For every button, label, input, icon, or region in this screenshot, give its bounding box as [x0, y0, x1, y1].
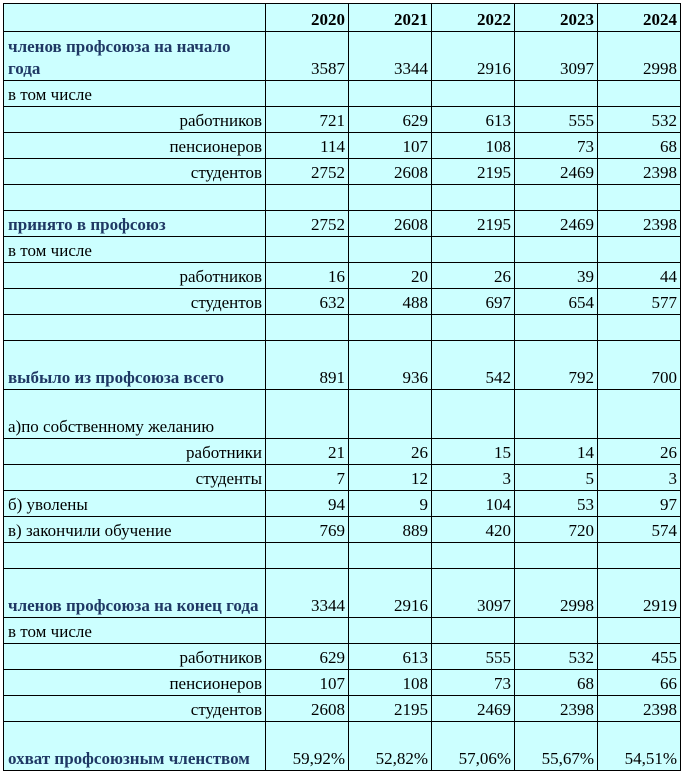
- cell-value: 792: [515, 341, 598, 390]
- cell-value: 3587: [266, 32, 349, 81]
- cell-value: 3344: [349, 32, 432, 81]
- cell-value: 21: [266, 439, 349, 465]
- cell-value: 107: [266, 670, 349, 696]
- cell-value: [349, 237, 432, 263]
- cell-value: 2608: [266, 696, 349, 722]
- cell-value: 108: [432, 133, 515, 159]
- cell-value: 574: [598, 517, 681, 543]
- table-row: [4, 81, 681, 107]
- cell-value: 2398: [515, 696, 598, 722]
- cell-value: 555: [515, 107, 598, 133]
- cell-value: [432, 237, 515, 263]
- table-row: [4, 107, 681, 133]
- cell-value: 769: [266, 517, 349, 543]
- cell-value: [349, 390, 432, 439]
- table-row: [4, 289, 681, 315]
- row-label: членов профсоюза на конец года: [4, 569, 266, 618]
- table-row: [4, 465, 681, 491]
- row-label: студентов: [4, 696, 266, 722]
- cell-value: 15: [432, 439, 515, 465]
- cell-value: 542: [432, 341, 515, 390]
- cell-value: 68: [598, 133, 681, 159]
- cell-value: 57,06%: [432, 722, 515, 771]
- year-header: 2024: [598, 4, 681, 32]
- row-label: выбыло из профсоюза всего: [4, 341, 266, 390]
- cell-value: 532: [598, 107, 681, 133]
- cell-value: [432, 81, 515, 107]
- cell-value: 52,82%: [349, 722, 432, 771]
- cell-value: 2469: [515, 159, 598, 185]
- row-label: работников: [4, 263, 266, 289]
- cell-value: [349, 81, 432, 107]
- cell-value: 889: [349, 517, 432, 543]
- cell-value: 2919: [598, 569, 681, 618]
- table-row: [4, 237, 681, 263]
- row-label: б) уволены: [4, 491, 266, 517]
- cell-value: 97: [598, 491, 681, 517]
- cell-value: [432, 390, 515, 439]
- cell-value: 654: [515, 289, 598, 315]
- table-row: [4, 263, 681, 289]
- cell-value: [266, 618, 349, 644]
- table-row: [4, 211, 681, 237]
- table-row: [4, 390, 681, 439]
- empty-cell: [349, 185, 432, 211]
- cell-value: 2469: [432, 696, 515, 722]
- empty-cell: [515, 543, 598, 569]
- empty-cell: [598, 315, 681, 341]
- spacer-row: [4, 315, 681, 341]
- spacer-row: [4, 543, 681, 569]
- table-row: [4, 32, 681, 81]
- cell-value: 629: [266, 644, 349, 670]
- cell-value: 488: [349, 289, 432, 315]
- cell-value: 39: [515, 263, 598, 289]
- cell-value: 700: [598, 341, 681, 390]
- cell-value: 94: [266, 491, 349, 517]
- cell-value: 720: [515, 517, 598, 543]
- row-label: в том числе: [4, 237, 266, 263]
- cell-value: 420: [432, 517, 515, 543]
- cell-value: 613: [432, 107, 515, 133]
- empty-cell: [266, 185, 349, 211]
- cell-value: 632: [266, 289, 349, 315]
- cell-value: 936: [349, 341, 432, 390]
- cell-value: 114: [266, 133, 349, 159]
- cell-value: 3097: [432, 569, 515, 618]
- cell-value: [266, 237, 349, 263]
- cell-value: 2752: [266, 159, 349, 185]
- row-label: охват профсоюзным членством: [4, 722, 266, 771]
- cell-value: [598, 237, 681, 263]
- empty-cell: [432, 543, 515, 569]
- cell-value: 108: [349, 670, 432, 696]
- empty-cell: [598, 543, 681, 569]
- cell-value: 2195: [432, 159, 515, 185]
- cell-value: 2398: [598, 211, 681, 237]
- cell-value: 555: [432, 644, 515, 670]
- cell-value: [598, 81, 681, 107]
- cell-value: 59,92%: [266, 722, 349, 771]
- table-row: [4, 644, 681, 670]
- table-row: [4, 696, 681, 722]
- cell-value: 7: [266, 465, 349, 491]
- row-label: студентов: [4, 289, 266, 315]
- cell-value: 5: [515, 465, 598, 491]
- cell-value: 2916: [349, 569, 432, 618]
- cell-value: 55,67%: [515, 722, 598, 771]
- table-row: [4, 491, 681, 517]
- year-header: 2021: [349, 4, 432, 32]
- cell-value: 73: [515, 133, 598, 159]
- cell-value: 14: [515, 439, 598, 465]
- cell-value: [515, 390, 598, 439]
- year-header: 2020: [266, 4, 349, 32]
- row-label: принято в профсоюз: [4, 211, 266, 237]
- cell-value: 66: [598, 670, 681, 696]
- empty-cell: [266, 543, 349, 569]
- empty-cell: [515, 185, 598, 211]
- table-row: [4, 722, 681, 771]
- cell-value: 54,51%: [598, 722, 681, 771]
- year-header: 2023: [515, 4, 598, 32]
- cell-value: 2608: [349, 211, 432, 237]
- row-label: пенсионеров: [4, 670, 266, 696]
- row-label: работников: [4, 107, 266, 133]
- cell-value: 44: [598, 263, 681, 289]
- header-corner: [4, 4, 266, 32]
- cell-value: 2195: [432, 211, 515, 237]
- header-row: [4, 4, 681, 32]
- cell-value: 2195: [349, 696, 432, 722]
- empty-cell: [515, 315, 598, 341]
- cell-value: 613: [349, 644, 432, 670]
- cell-value: 26: [432, 263, 515, 289]
- empty-cell: [432, 185, 515, 211]
- cell-value: 9: [349, 491, 432, 517]
- empty-cell: [4, 185, 266, 211]
- cell-value: [515, 81, 598, 107]
- table-row: [4, 439, 681, 465]
- cell-value: 532: [515, 644, 598, 670]
- table-row: [4, 341, 681, 390]
- cell-value: 2608: [349, 159, 432, 185]
- cell-value: 2398: [598, 159, 681, 185]
- cell-value: 891: [266, 341, 349, 390]
- row-label: студенты: [4, 465, 266, 491]
- table-row: [4, 159, 681, 185]
- cell-value: [432, 618, 515, 644]
- row-label: пенсионеров: [4, 133, 266, 159]
- row-label: работники: [4, 439, 266, 465]
- cell-value: 2998: [515, 569, 598, 618]
- empty-cell: [4, 315, 266, 341]
- row-label: в) закончили обучение: [4, 517, 266, 543]
- cell-value: 107: [349, 133, 432, 159]
- row-label: членов профсоюза на начало года: [4, 32, 266, 81]
- cell-value: [598, 618, 681, 644]
- cell-value: [266, 390, 349, 439]
- cell-value: 3097: [515, 32, 598, 81]
- empty-cell: [4, 543, 266, 569]
- table-row: [4, 670, 681, 696]
- cell-value: 2752: [266, 211, 349, 237]
- table-row: [4, 618, 681, 644]
- row-label: работников: [4, 644, 266, 670]
- cell-value: 2469: [515, 211, 598, 237]
- cell-value: 20: [349, 263, 432, 289]
- cell-value: 2998: [598, 32, 681, 81]
- cell-value: 12: [349, 465, 432, 491]
- cell-value: 629: [349, 107, 432, 133]
- cell-value: 53: [515, 491, 598, 517]
- cell-value: 455: [598, 644, 681, 670]
- cell-value: 16: [266, 263, 349, 289]
- cell-value: 2398: [598, 696, 681, 722]
- table-row: [4, 133, 681, 159]
- cell-value: 721: [266, 107, 349, 133]
- cell-value: [515, 237, 598, 263]
- membership-table: [3, 3, 681, 771]
- cell-value: 2916: [432, 32, 515, 81]
- row-label: в том числе: [4, 618, 266, 644]
- empty-cell: [266, 315, 349, 341]
- empty-cell: [349, 315, 432, 341]
- cell-value: 73: [432, 670, 515, 696]
- cell-value: [349, 618, 432, 644]
- cell-value: 577: [598, 289, 681, 315]
- cell-value: 697: [432, 289, 515, 315]
- row-label: студентов: [4, 159, 266, 185]
- cell-value: [266, 81, 349, 107]
- cell-value: 3344: [266, 569, 349, 618]
- table-row: [4, 517, 681, 543]
- spacer-row: [4, 185, 681, 211]
- table-row: [4, 569, 681, 618]
- empty-cell: [598, 185, 681, 211]
- cell-value: 68: [515, 670, 598, 696]
- cell-value: 26: [598, 439, 681, 465]
- cell-value: [598, 390, 681, 439]
- row-label: а)по собственному желанию: [4, 390, 266, 439]
- cell-value: [515, 618, 598, 644]
- empty-cell: [432, 315, 515, 341]
- row-label: в том числе: [4, 81, 266, 107]
- cell-value: 3: [598, 465, 681, 491]
- empty-cell: [349, 543, 432, 569]
- cell-value: 104: [432, 491, 515, 517]
- year-header: 2022: [432, 4, 515, 32]
- cell-value: 3: [432, 465, 515, 491]
- cell-value: 26: [349, 439, 432, 465]
